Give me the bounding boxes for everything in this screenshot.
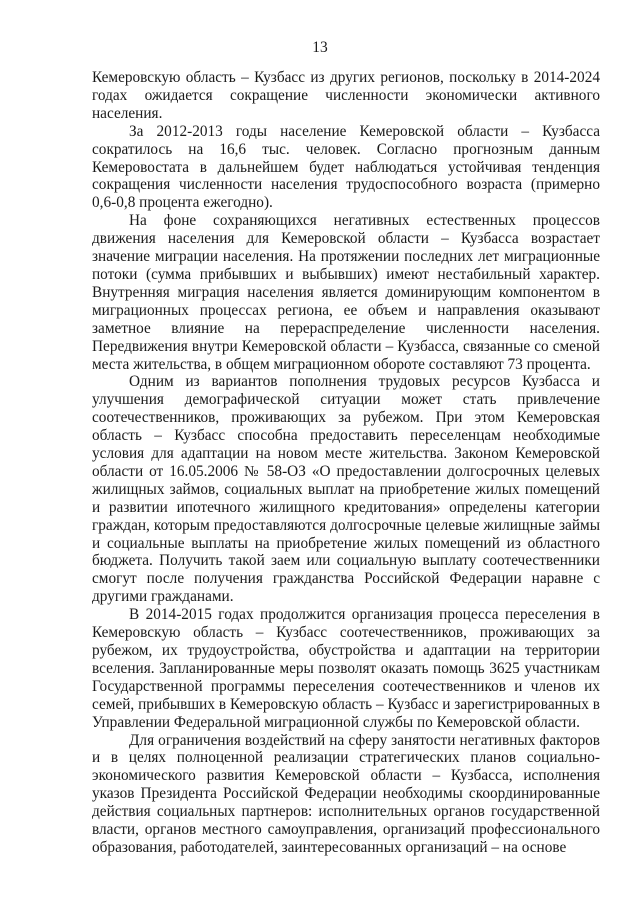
page-number: 13 [312, 39, 328, 56]
paragraph-compatriots: Одним из вариантов пополнения трудовых ресурсов Кузбасса и улучшения демографической ситуации может стать привлечение соотечественников, проживающих за рубежом. При этом Кемеровская область – Кузбасс способна предоставить переселенцам необходимые условия для адаптации на новом месте жительства. Законом Кемеровской области от 16.05.2006 № 58-ОЗ «О предоставлении долгосрочных целевых жилищных займов, социальных выплат на приобретение жилых помещений и развитии ипотечного жилищного кредитования» определены категории граждан, которым предоставляются долгосрочные целевые жилищные займы и социальные выплаты на приобретение жилых помещений из областного бюджета. Получить такой заем или социальную выплату соотечественники смогут после получения гражданства Российской Федерации наравне с другими гражданами. [92, 373, 600, 606]
paragraph-population-decline: За 2012-2013 годы население Кемеровской области – Кузбасса сократилось на 16,6 тыс. человек. Согласно прогнозным данным Кемеровостата в дальнейшем будет наблюдаться устойчивая тенденция сокращения численности населения трудоспособного возраста (примерно 0,6-0,8 процента ежегодно). [92, 122, 600, 212]
paragraph-continuation: Кемеровскую область – Кузбасс из других регионов, поскольку в 2014-2024 годах ожидается сокращение численности экономически активного населения. [92, 69, 600, 122]
paragraph-resettlement: В 2014-2015 годах продолжится организация процесса переселения в Кемеровскую область – Кузбасс соотечественников, проживающих за рубежом, их трудоустройства, обустройства и адаптации на территории вселения. Запланированные меры позволят оказать помощь 3625 участникам Государственной программы переселения соотечественников и членов их семей, прибывших в Кемеровскую область – Кузбасс и зарегистрированных в Управлении Федеральной миграционной службы по Кемеровской области. [92, 606, 600, 731]
document-body [92, 69, 600, 857]
paragraph-employment-measures: Для ограничения воздействий на сферу занятости негативных факторов и в целях полноценной реализации стратегических планов социально-экономического развития Кемеровской области – Кузбасса, исполнения указов Президента Российской Федерации необходимы скоординированные действия социальных партнеров: исполнительных органов государственной власти, органов местного самоуправления, организаций профессионального образования, работодателей, заинтересованных организаций – на основе [92, 731, 600, 856]
paragraph-migration: На фоне сохраняющихся негативных естественных процессов движения населения для Кемеровской области – Кузбасса возрастает значение миграции населения. На протяжении последних лет миграционные потоки (сумма прибывших и выбывших) имеют нестабильный характер. Внутренняя миграция населения является доминирующим компонентом в миграционных процессах региона, ее объем и направления оказывают заметное влияние на перераспределение численности населения. Передвижения внутри Кемеровской области – Кузбасса, связанные со сменой места жительства, в общем миграционном обороте составляют 73 процента. [92, 212, 600, 373]
